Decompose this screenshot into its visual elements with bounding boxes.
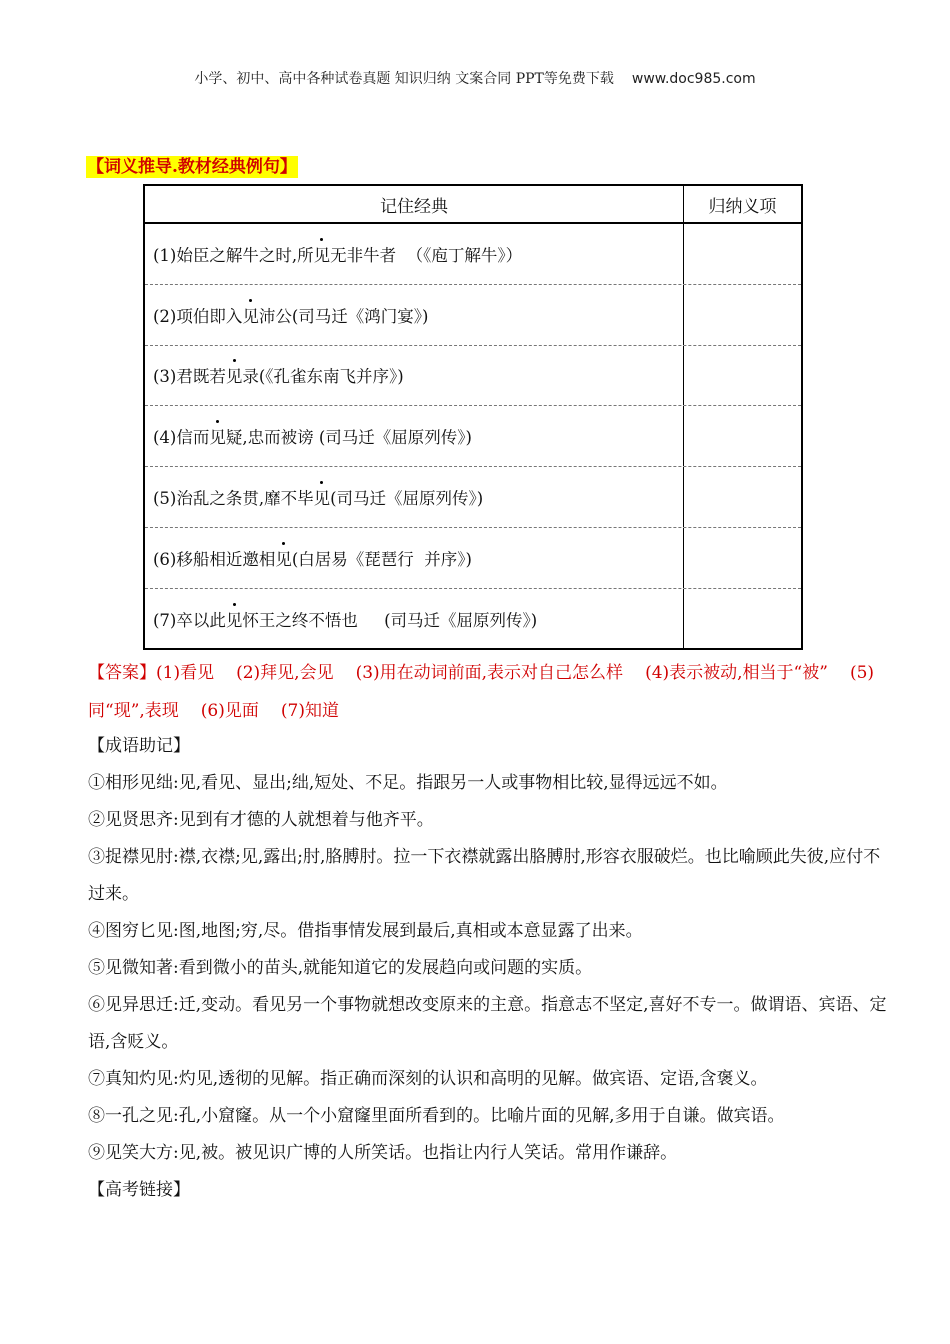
idiom-item: ⑨见笑大方:见,被。被见识广博的人所笑话。也指让内行人笑话。常用作谦辞。 — [88, 1143, 678, 1163]
sentence-post: 怀王之终不悟也 (司马迁《屈原列传》) — [242, 611, 538, 631]
sentence-post: 无非牛者 （《庖丁解牛》） — [330, 245, 523, 265]
sentence-pre: (3)君既若 — [153, 367, 226, 387]
col-header-classic: 记住经典 — [145, 186, 684, 222]
meaning-cell[interactable] — [684, 285, 801, 345]
answer-item: (5)同“现”,表现 — [88, 663, 875, 721]
table-row — [145, 528, 801, 589]
key-char: 见 — [226, 607, 243, 631]
table-row — [145, 467, 801, 528]
sentence-pre: (5)治乱之条贯,靡不毕 — [153, 489, 314, 509]
idiom-heading: 【成语助记】 — [88, 736, 190, 756]
page-header — [0, 68, 950, 88]
example-sentence — [145, 589, 684, 650]
answer-label: 【答案】 — [88, 663, 156, 683]
answer-item: (6)见面 — [200, 701, 259, 721]
header-site[interactable]: www.doc985.com — [631, 71, 756, 87]
answer-item: (2)拜见,会见 — [236, 663, 334, 683]
meaning-cell[interactable] — [684, 346, 801, 406]
sentence-pre: (7)卒以此 — [153, 611, 226, 631]
header-text: 小学、初中、高中各种试卷真题 知识归纳 文案合同 PPT等免费下载 — [194, 71, 614, 87]
sentence-pre: (4)信而 — [153, 428, 210, 448]
table-row — [145, 406, 801, 467]
meaning-cell[interactable] — [684, 224, 801, 284]
sentence-post: (司马迁《屈原列传》) — [330, 489, 484, 509]
example-sentence — [145, 285, 684, 345]
table-row — [145, 346, 801, 407]
idiom-item: ⑦真知灼见:灼见,透彻的见解。指正确而深刻的认识和高明的见解。做宾语、定语,含褒义。 — [88, 1069, 768, 1089]
answer-item: (7)知道 — [280, 701, 339, 721]
key-char: 见 — [226, 363, 243, 387]
sentence-post: 沛公(司马迁《鸿门宴》) — [258, 306, 429, 326]
key-char: 见 — [314, 242, 331, 266]
example-sentence — [145, 406, 684, 466]
section-title: 【词义推导.教材经典例句】 — [87, 157, 297, 177]
idiom-item: ⑥见异思迁:迁,变动。看见另一个事物就想改变原来的主意。指意志不坚定,喜好不专一。做谓语、宾语、定语,含贬义。 — [88, 995, 887, 1052]
col-header-meaning: 归纳义项 — [708, 196, 777, 217]
table-row — [145, 589, 801, 650]
answer-item: (1)看见 — [156, 663, 215, 683]
answer-item: (3)用在动词前面,表示对自己怎么样 — [355, 663, 624, 683]
meaning-cell[interactable] — [684, 589, 801, 650]
table-row — [145, 224, 801, 285]
idiom-section — [88, 728, 888, 1209]
table-row — [145, 285, 801, 346]
meaning-cell[interactable] — [684, 528, 801, 588]
sentence-post: 录(《孔雀东南飞并序》) — [242, 367, 404, 387]
sentence-pre: (2)项伯即入 — [153, 306, 243, 326]
example-sentence — [145, 467, 684, 527]
idiom-item: ①相形见绌:见,看见、显出;绌,短处、不足。指跟另一人或事物相比较,显得远远不如。 — [88, 773, 728, 793]
answer-block — [88, 654, 878, 730]
sentence-post: (白居易《琵琶行 并序》) — [291, 549, 472, 569]
idiom-item: ⑤见微知著:看到微小的苗头,就能知道它的发展趋向或问题的实质。 — [88, 958, 593, 978]
idiom-item: ④图穷匕见:图,地图;穷,尽。借指事情发展到最后,真相或本意显露了出来。 — [88, 921, 643, 941]
example-sentence — [145, 528, 684, 588]
sentence-post: 疑,忠而被谤 (司马迁《屈原列传》) — [225, 428, 472, 448]
gaokao-link-heading: 【高考链接】 — [88, 1180, 190, 1200]
answer-item: (4)表示被动,相当于“被” — [645, 663, 828, 683]
key-char: 见 — [242, 303, 259, 327]
idiom-item: ③捉襟见肘:襟,衣襟;见,露出;肘,胳膊肘。拉一下衣襟就露出胳膊肘,形容衣服破烂。也比喻顾此失彼,应付不过来。 — [88, 847, 881, 904]
key-char: 见 — [209, 424, 226, 448]
example-sentence — [145, 346, 684, 406]
meaning-cell[interactable] — [684, 406, 801, 466]
key-char: 见 — [314, 485, 331, 509]
key-char: 见 — [275, 546, 292, 570]
meaning-cell[interactable] — [684, 467, 801, 527]
idiom-item: ⑧一孔之见:孔,小窟窿。从一个小窟窿里面所看到的。比喻片面的见解,多用于自谦。做宾语。 — [88, 1106, 785, 1126]
example-sentence — [145, 224, 684, 284]
idiom-item: ②见贤思齐:见到有才德的人就想着与他齐平。 — [88, 810, 434, 830]
sentence-pre: (1)始臣之解牛之时,所 — [153, 245, 314, 265]
sentence-pre: (6)移船相近邀相 — [153, 549, 276, 569]
example-table — [143, 184, 803, 650]
table-header — [145, 186, 801, 224]
